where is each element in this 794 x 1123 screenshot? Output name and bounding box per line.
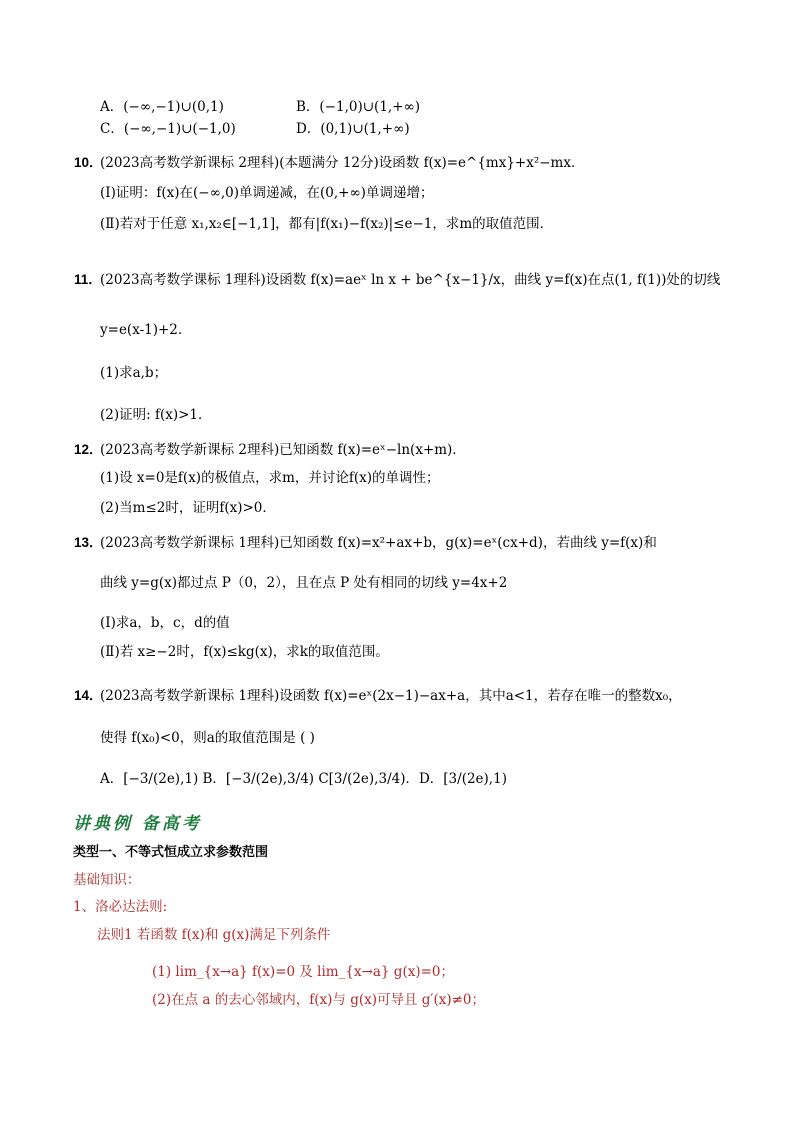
- rule-title: 1、洛必达法则:: [73, 899, 168, 915]
- condition-two: (2)在点 a 的去心邻域内，f(x)与 g(x)可导且 g′(x)≠0；: [152, 992, 486, 1008]
- q12-number: 12．: [74, 442, 103, 457]
- q13-number: 13．: [74, 535, 103, 550]
- q9-option-c: C．(−∞,−1)∪(−1,0): [100, 121, 236, 137]
- q14-stem-cont: 使得 f(x₀)<0，则a的取值范围是 ( ): [100, 730, 315, 746]
- q12-stem: (2023高考数学新课标 2理科)已知函数 f(x)=eˣ−ln(x+m)．: [100, 442, 466, 458]
- q14-options: A．[−3/(2e),1) B．[−3/(2e),3/4) C[3/(2e),3/4)．D．[3/(2e),1): [100, 771, 507, 787]
- q13-part-2: (Ⅱ)若 x≥−2时，f(x)≤kg(x)，求k的取值范围。: [100, 644, 389, 660]
- q10-stem: (2023高考数学新课标 2理科)(本题满分 12分)设函数 f(x)=e^{mx}+x²−mx．: [100, 155, 585, 171]
- rule-one: 法则1 若函数 f(x)和 g(x)满足下列条件: [97, 927, 331, 943]
- q14-stem: (2023高考数学新课标 1理科)设函数 f(x)=eˣ(2x−1)−ax+a，其中a<1，若存在唯一的整数x₀，: [100, 688, 682, 704]
- q13-stem: (2023高考数学新课标 1理科)已知函数 f(x)=x²+ax+b，g(x)=eˣ(cx+d)，若曲线 y=f(x)和: [100, 535, 657, 551]
- condition-one: (1) lim_{x→a} f(x)=0 及 lim_{x→a} g(x)=0；: [152, 964, 454, 980]
- q13-stem-cont: 曲线 y=g(x)都过点 P（0，2），且在点 P 处有相同的切线 y=4x+2: [100, 575, 508, 591]
- q11-part-1: (1)求a,b；: [100, 365, 168, 381]
- q12-part-2: (2)当m≤2时，证明f(x)>0．: [100, 500, 276, 516]
- q14-number: 14．: [74, 688, 103, 703]
- q11-part-2: (2)证明: f(x)>1．: [100, 407, 212, 423]
- q12-part-1: (1)设 x=0是f(x)的极值点，求m，并讨论f(x)的单调性；: [100, 470, 440, 486]
- q10-number: 10．: [74, 155, 103, 170]
- q9-option-d: D．(0,1)∪(1,+∞): [296, 121, 410, 137]
- q9-option-b: B．(−1,0)∪(1,+∞): [296, 99, 421, 115]
- q9-option-a: A．(−∞,−1)∪(0,1): [100, 99, 224, 115]
- q11-stem: (2023高考数学课标 1理科)设函数 f(x)=aeˣ ln x + be^{x−1}/x，曲线 y=f(x)在点(1, f(1))处的切线: [100, 272, 721, 288]
- q11-stem-cont: y=e(x-1)+2．: [100, 322, 192, 338]
- q10-part-2: (Ⅱ)若对于任意 x₁,x₂∈[−1,1]，都有|f(x₁)−f(x₂)|≤e−1，求m的取值范围．: [100, 216, 554, 232]
- basics-label: 基础知识：: [73, 872, 141, 888]
- type-one-title: 类型一、不等式恒成立求参数范围: [73, 845, 269, 860]
- q11-number: 11．: [74, 272, 102, 287]
- q10-part-1: (Ⅰ)证明：f(x)在(−∞,0)单调递减，在(0,+∞)单调递增；: [100, 185, 434, 201]
- section-heading: 讲典例 备高考: [73, 814, 202, 834]
- q13-part-1: (Ⅰ)求a，b，c，d的值: [100, 615, 230, 631]
